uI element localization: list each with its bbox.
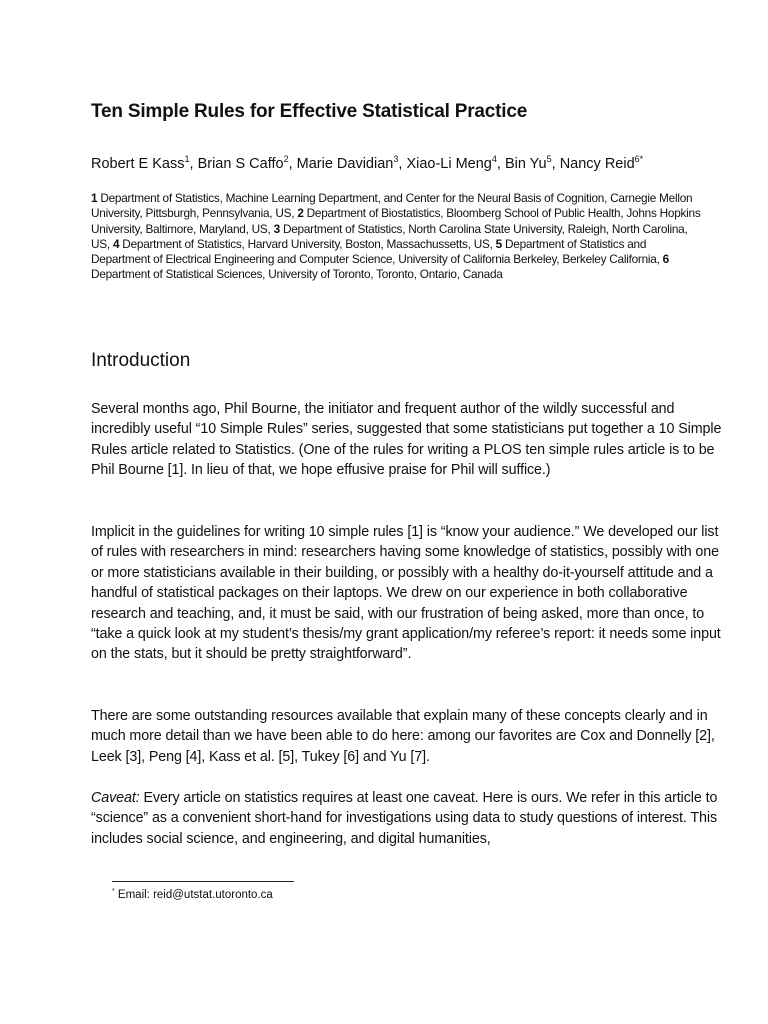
author-name: Brian S Caffo (197, 156, 284, 172)
author-list: Robert E Kass$^1$, Brian S Caffo$^2$, Marie Davidian$^3$, Xiao-Li Meng$^4$, Bin Yu$^5$, Nancy Reid$^{6*}$ (91, 154, 644, 172)
footnote-email[interactable]: Email: reid@utstat.utoronto.ca (114, 889, 273, 901)
author-affiliation-mark: 2 (283, 154, 289, 165)
body-paragraph: Implicit in the guidelines for writing 10 simple rules [1] is “know your audience.” We developed our list of rules with researchers in mind: researchers having some knowledge of statistics, possibly with one or more statisticians available in their building, or possibly with a healthy do-it-yourself attitude and a handful of statistical packages on their laptops. We drew on our experience in both collaborative research and teaching, and, it must be said, with our frustration of being asked, more than once, to “take a quick look at my student’s thesis/my grant application/my referee’s report: it needs some input on the stats, but it should be pretty straightforward”. (91, 524, 721, 663)
author-affiliation-mark: 5 (546, 154, 552, 165)
author-affiliation-mark: 4 (491, 154, 497, 165)
footnote (112, 889, 273, 901)
author-name: Robert E Kass (91, 156, 185, 172)
affiliation-text: Department of Statistics, Machine Learning Department, and Center for the Neural Basis of Cognition, Carnegie Mellon University, Pittsburgh, Pennsylvania, US, (91, 191, 693, 221)
author-affiliation-mark: 3 (393, 154, 399, 165)
affiliations (91, 191, 706, 283)
author-name: Bin Yu (504, 156, 547, 172)
affiliation-number: 3 (273, 221, 280, 236)
affiliation-number: 4 (112, 236, 120, 251)
author-affiliation-mark: 6* (634, 154, 644, 165)
paper-title: Ten Simple Rules for Effective Statistical Practice (91, 101, 528, 122)
author-name: Nancy Reid (559, 156, 635, 172)
affiliation-number: 2 (297, 206, 304, 221)
affiliation-number: 1 (91, 191, 98, 205)
section-heading-introduction: Introduction (91, 350, 191, 371)
author-affiliation-mark: 1 (184, 154, 190, 165)
affiliation-text: Department of Statistics and Department of Electrical Engineering and Computer Science, University of California Berkeley, Berkeley California, (91, 236, 660, 267)
footnote-mark: * (112, 888, 115, 896)
body-paragraph: There are some outstanding resources available that explain many of these concepts clearly and in much more detail than we have been able to do here: among our favorites are Cox and Donnelly [2], Leek [3], Peng [4], Kass et al. [5], Tukey [6] and Yu [7]. (91, 708, 715, 765)
author-name: Xiao-Li Meng (406, 156, 492, 172)
affiliation-text: Department of Biostatistics, Bloomberg School of Public Health, Johns Hopkins University, Baltimore, Maryland, US, (91, 206, 701, 236)
footnote-divider (112, 881, 294, 882)
caveat-label: Caveat: (91, 790, 140, 806)
body-paragraph: Several months ago, Phil Bourne, the initiator and frequent author of the wildly successful and incredibly useful “10 Simple Rules” series, suggested that some statisticians put together a 10 Simple Rules article related to Statistics. (One of the rules for writing a PLOS ten simple rules article is to be Phil Bourne [1]. In lieu of that, we hope effusive praise for Phil will suffice.) (91, 401, 722, 479)
body-paragraph-caveat (91, 788, 723, 849)
caveat-text: Every article on statistics requires at least one caveat. Here is ours. We refer in this article to “science” as a convenient short-hand for investigations using data to study questions of interest. This includes social science, and engineering, and digital humanities, (91, 790, 718, 847)
affiliation-number: 5 (495, 236, 502, 251)
affiliation-text: Department of Statistical Sciences, University of Toronto, Toronto, Ontario, Canada (91, 267, 503, 282)
author-name: Marie Davidian (296, 156, 394, 172)
affiliation-text: Department of Statistics, North Carolina State University, Raleigh, North Carolina, US, (91, 221, 688, 251)
affiliation-text: Department of Statistics, Harvard University, Boston, Massachussetts, US, (122, 236, 493, 251)
affiliation-number: 6 (662, 252, 669, 267)
